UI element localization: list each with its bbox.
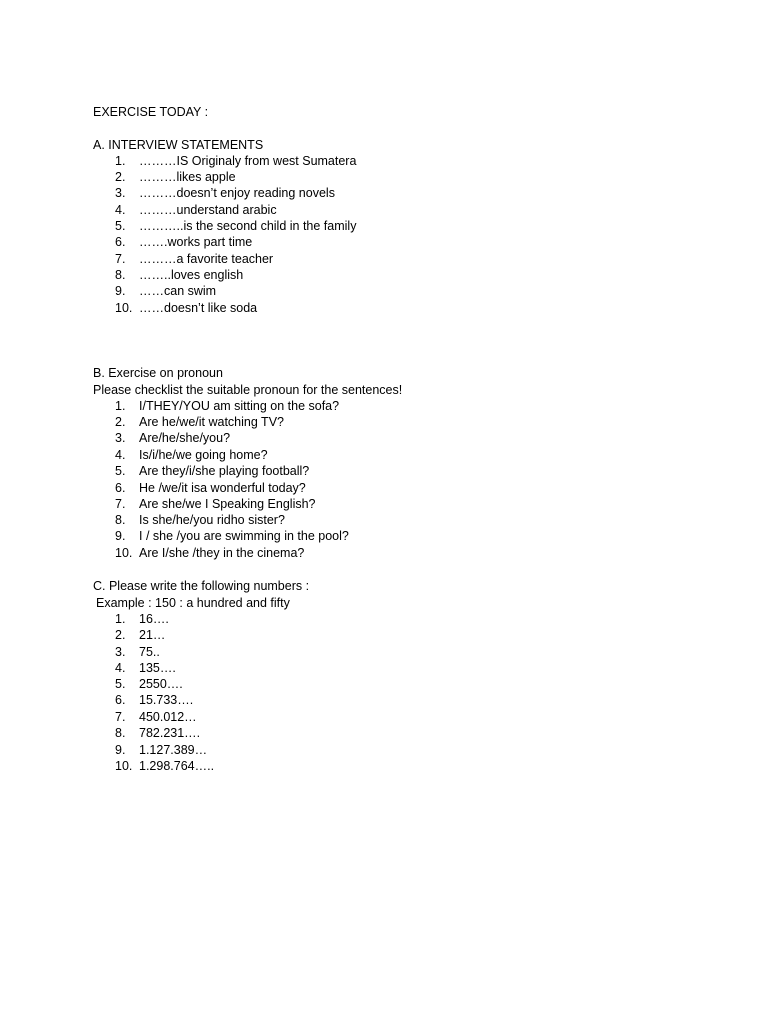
item-number: 4.	[115, 661, 126, 675]
list-item	[0, 169, 500, 185]
item-number: 8.	[115, 726, 126, 740]
item-text: 15.733….	[139, 693, 194, 707]
item-text: Are he/we/it watching TV?	[139, 415, 284, 429]
item-number: 4.	[115, 203, 126, 217]
item-text: ………doesn’t enjoy reading novels	[139, 186, 335, 200]
item-text: Is/i/he/we going home?	[139, 448, 268, 462]
item-text: …….works part time	[139, 235, 253, 249]
item-text: ……can swim	[139, 284, 217, 298]
item-number: 2.	[115, 415, 126, 429]
item-number: 8.	[115, 268, 126, 282]
list-item	[0, 414, 500, 430]
list-item	[0, 758, 500, 774]
list-item	[0, 251, 500, 267]
list-item	[0, 202, 500, 218]
item-number: 3.	[115, 186, 126, 200]
item-text: Are she/we I Speaking English?	[139, 497, 316, 511]
list-item	[0, 300, 500, 316]
list-item	[0, 398, 500, 414]
list-item	[0, 545, 500, 561]
item-number: 10.	[115, 546, 133, 560]
list-item	[0, 480, 500, 496]
item-text: Are they/i/she playing football?	[139, 464, 310, 478]
item-text: He /we/it isa wonderful today?	[139, 481, 306, 495]
section-a-heading: A. INTERVIEW STATEMENTS	[93, 138, 264, 152]
item-number: 4.	[115, 448, 126, 462]
section-b-instruction: Please checklist the suitable pronoun for the sentences!	[93, 383, 403, 397]
list-item	[0, 692, 500, 708]
list-item	[0, 644, 500, 660]
item-number: 10.	[115, 301, 133, 315]
page-title: EXERCISE TODAY :	[93, 105, 209, 119]
item-number: 5.	[115, 677, 126, 691]
list-item	[0, 528, 500, 544]
item-text: 16….	[139, 612, 169, 626]
item-number: 3.	[115, 431, 126, 445]
list-item	[0, 676, 500, 692]
item-number: 7.	[115, 252, 126, 266]
item-number: 8.	[115, 513, 126, 527]
list-item	[0, 153, 500, 169]
item-number: 1.	[115, 612, 126, 626]
item-number: 6.	[115, 693, 126, 707]
item-number: 10.	[115, 759, 133, 773]
item-text: 1.298.764…..	[139, 759, 215, 773]
list-item	[0, 660, 500, 676]
item-text: 1.127.389…	[139, 743, 208, 757]
section-c-example: Example : 150 : a hundred and fifty	[96, 596, 290, 610]
list-item	[0, 742, 500, 758]
list-item	[0, 709, 500, 725]
item-text: ……..loves english	[139, 268, 244, 282]
item-text: ………..is the second child in the family	[139, 219, 357, 233]
list-item	[0, 267, 500, 283]
item-number: 5.	[115, 464, 126, 478]
item-text: 2550….	[139, 677, 183, 691]
list-item	[0, 234, 500, 250]
list-item	[0, 512, 500, 528]
item-text: 75..	[139, 645, 160, 659]
item-number: 6.	[115, 235, 126, 249]
list-item	[0, 218, 500, 234]
list-item	[0, 725, 500, 741]
item-number: 2.	[115, 628, 126, 642]
item-number: 2.	[115, 170, 126, 184]
section-b-heading: B. Exercise on pronoun	[93, 366, 223, 380]
item-text: 135….	[139, 661, 176, 675]
item-text: ………a favorite teacher	[139, 252, 274, 266]
list-item	[0, 627, 500, 643]
item-number: 7.	[115, 710, 126, 724]
item-number: 9.	[115, 529, 126, 543]
item-text: I / she /you are swimming in the pool?	[139, 529, 349, 543]
item-number: 1.	[115, 399, 126, 413]
list-item	[0, 496, 500, 512]
item-text: ………likes apple	[139, 170, 236, 184]
item-text: 782.231….	[139, 726, 201, 740]
item-number: 7.	[115, 497, 126, 511]
item-text: 450.012…	[139, 710, 197, 724]
item-text: Is she/he/you ridho sister?	[139, 513, 285, 527]
item-number: 9.	[115, 284, 126, 298]
list-item	[0, 463, 500, 479]
list-item	[0, 611, 500, 627]
item-number: 5.	[115, 219, 126, 233]
item-number: 1.	[115, 154, 126, 168]
item-number: 9.	[115, 743, 126, 757]
item-text: ………IS Originaly from west Sumatera	[139, 154, 357, 168]
item-text: 21…	[139, 628, 166, 642]
list-item	[0, 283, 500, 299]
item-text: I/THEY/YOU am sitting on the sofa?	[139, 399, 340, 413]
item-number: 3.	[115, 645, 126, 659]
item-text: Are I/she /they in the cinema?	[139, 546, 305, 560]
list-item	[0, 430, 500, 446]
item-text: ……doesn’t like soda	[139, 301, 258, 315]
list-item	[0, 185, 500, 201]
item-number: 6.	[115, 481, 126, 495]
item-text: ………understand arabic	[139, 203, 277, 217]
list-item	[0, 447, 500, 463]
section-c-heading: C. Please write the following numbers :	[93, 579, 310, 593]
item-text: Are/he/she/you?	[139, 431, 231, 445]
